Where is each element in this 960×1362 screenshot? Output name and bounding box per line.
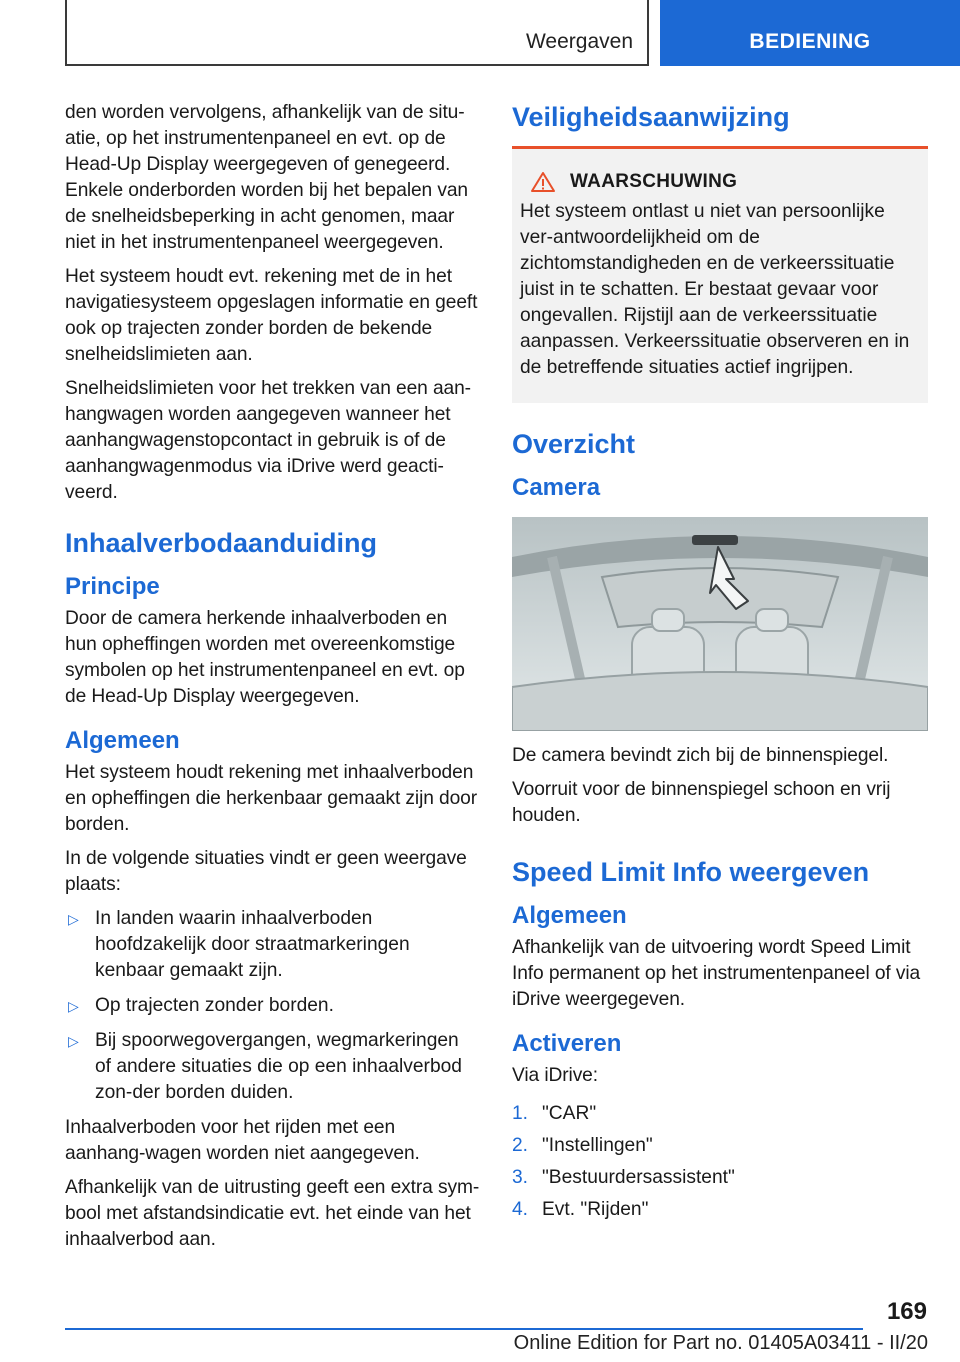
paragraph: den worden vervolgens, afhankelijk van de situ-atie, op het instrumentenpaneel en evt. op de Head-Up Display weergegeven of genegeerd. Enkele onderborden worden bij het bepalen van de snelheidsbeperking in acht genomen, maar niet in het instrumentenpaneel weergegeven. xyxy=(65,102,469,253)
right-column xyxy=(512,100,928,1229)
step-item xyxy=(512,1133,928,1159)
header-chapter-tab xyxy=(660,0,960,66)
heading-veiligheidsaanwijzing: Veiligheidsaanwijzing xyxy=(512,102,790,132)
list-item xyxy=(65,993,480,1019)
paragraph: Inhaalverboden voor het rijden met een aanhang-wagen worden niet aangegeven. xyxy=(65,1117,420,1164)
step-text: Evt. "Rijden" xyxy=(542,1199,649,1220)
warning-text: Het systeem ontlast u niet van persoonlijke ver-antwoordelijkheid om de zichtomstandigheden en de verkeerssituatie juist in te schatten. Er bestaat gevaar voor ongevallen. Rijstijl aan de verkeerssituatie aanpassen. Verkeerssituatie observeren en in de betreffende situaties actief ingrijpen. xyxy=(520,201,910,378)
list-item-text: Bij spoorwegovergangen, wegmarkeringen of andere situaties die op een inhaalverbod zon-der borden duiden. xyxy=(95,1030,462,1103)
paragraph: De camera bevindt zich bij de binnenspiegel. xyxy=(512,745,889,766)
bullet-triangle-icon: ▷ xyxy=(68,998,79,1014)
step-number: 3. xyxy=(512,1167,529,1188)
heading-overzicht: Overzicht xyxy=(512,429,636,459)
paragraph: Via iDrive: xyxy=(512,1065,598,1086)
step-number: 2. xyxy=(512,1135,529,1156)
paragraph: Door de camera herkende inhaalverboden en hun opheffingen worden met overeenkomstige symbolen op het instrumentenpaneel en evt. op de Head-Up Display weergegeven. xyxy=(65,608,465,707)
step-number: 1. xyxy=(512,1103,529,1124)
header-section-title: Weergaven xyxy=(525,30,633,53)
list-item xyxy=(65,906,480,984)
list-item xyxy=(65,1028,480,1106)
heading-speed-limit-info: Speed Limit Info weergeven xyxy=(512,857,870,887)
heading-principe: Principe xyxy=(65,573,160,600)
step-item xyxy=(512,1101,928,1127)
warning-title: WAARSCHUWING xyxy=(570,171,738,192)
heading-algemeen: Algemeen xyxy=(65,727,180,754)
paragraph: Snelheidslimieten voor het trekken van een aan-hangwagen worden aangegeven wanneer het aanhangwagenstopcontact in gebruik is of de aanhangwagenmodus via iDrive werd geacti-veerd. xyxy=(65,378,471,503)
warning-triangle-icon xyxy=(530,171,556,193)
list-item-text: Op trajecten zonder borden. xyxy=(95,995,334,1016)
left-column xyxy=(65,100,480,1261)
heading-algemeen: Algemeen xyxy=(512,902,627,929)
list-item-text: In landen waarin inhaalverboden hoofdzakelijk door straatmarkeringen kenbaar gemaakt zijn. xyxy=(95,908,410,981)
paragraph: Afhankelijk van de uitrusting geeft een extra sym-bool met afstandsindicatie evt. het einde van het inhaalverbod aan. xyxy=(65,1177,480,1250)
footer-edition: Online Edition for Part no. 01405A03411 - II/20 xyxy=(513,1332,928,1354)
paragraph: Het systeem houdt evt. rekening met de in het navigatiesysteem opgeslagen informatie en geeft ook op trajecten zonder borden de bekende snelheidslimieten aan. xyxy=(65,266,478,365)
paragraph: Voorruit voor de binnenspiegel schoon en vrij houden. xyxy=(512,779,891,826)
heading-inhaalverbodaanduiding: Inhaalverbodaanduiding xyxy=(65,528,378,558)
paragraph: In de volgende situaties vindt er geen weergave plaats: xyxy=(65,848,467,895)
paragraph: Het systeem houdt rekening met inhaalverboden en opheffingen die herkenbaar gemaakt zijn door borden. xyxy=(65,762,478,835)
step-text: "CAR" xyxy=(542,1103,597,1124)
header-chapter-label: BEDIENING xyxy=(749,30,871,53)
footer-divider xyxy=(65,1328,863,1330)
paragraph: Afhankelijk van de uitvoering wordt Speed Limit Info permanent op het instrumentenpaneel of via iDrive weergegeven. xyxy=(512,937,921,1010)
bullet-list xyxy=(65,906,480,1106)
bullet-triangle-icon: ▷ xyxy=(68,1033,79,1049)
warning-box xyxy=(512,146,928,403)
warning-header xyxy=(520,171,920,193)
heading-camera: Camera xyxy=(512,474,601,501)
step-item xyxy=(512,1165,928,1191)
bullet-triangle-icon: ▷ xyxy=(68,911,79,927)
step-item xyxy=(512,1197,928,1223)
camera-location-illustration xyxy=(512,517,928,731)
steps-list xyxy=(512,1101,928,1223)
heading-activeren: Activeren xyxy=(512,1030,622,1057)
page-number: 169 xyxy=(886,1298,927,1325)
step-text: "Instellingen" xyxy=(542,1135,653,1156)
step-number: 4. xyxy=(512,1199,529,1220)
header-section-box xyxy=(65,0,649,66)
step-text: "Bestuurdersassistent" xyxy=(542,1167,735,1188)
